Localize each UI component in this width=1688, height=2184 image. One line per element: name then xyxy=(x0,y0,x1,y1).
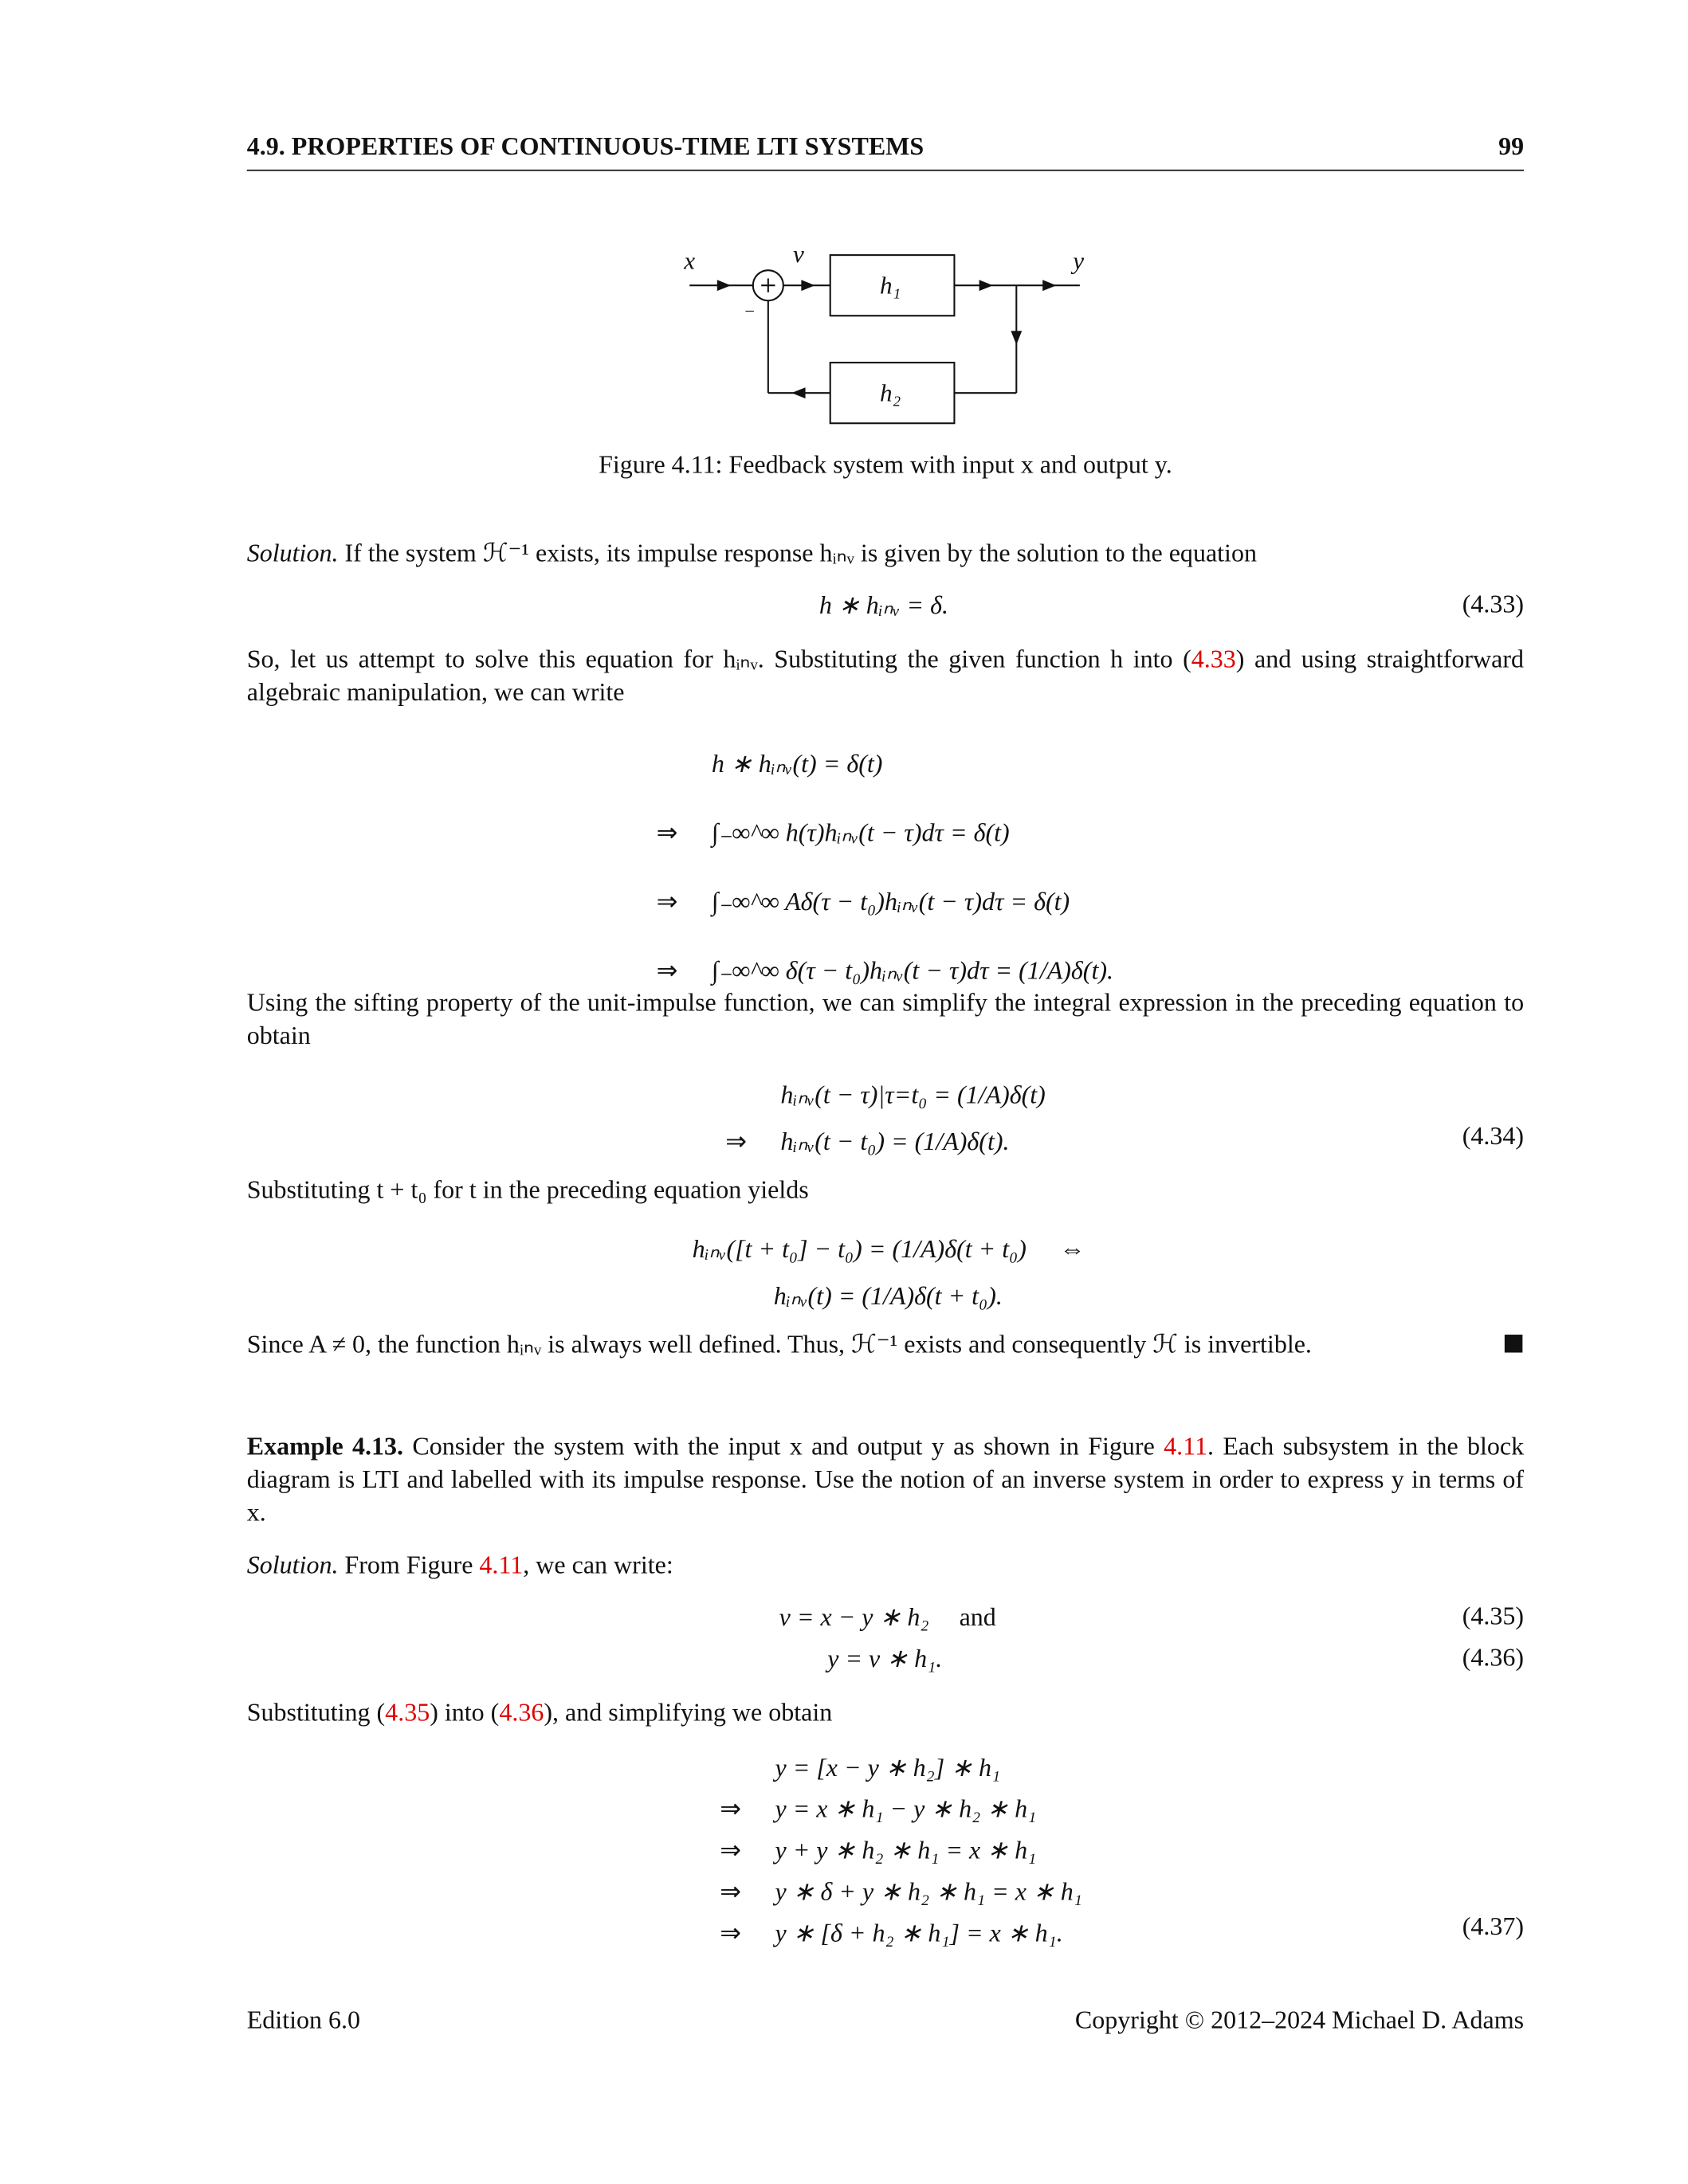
eq-link[interactable]: 4.35 xyxy=(385,1700,430,1728)
paragraph-2 xyxy=(247,644,1524,710)
derivation-line: y ∗ δ + y ∗ h₂ ∗ h₁ = x ∗ h₁ xyxy=(775,1879,1082,1908)
implies: ⇒ xyxy=(720,1879,742,1908)
derivation-line: hᵢₙᵥ(t − t₀) = (1/A)δ(t). xyxy=(780,1129,1010,1157)
text: , we can write: xyxy=(523,1552,673,1581)
derivation-line: h ∗ hᵢₙᵥ(t) = δ(t) xyxy=(711,751,883,779)
derivation-3 xyxy=(693,1227,1085,1321)
implies: ⇒ xyxy=(720,1920,742,1949)
implies: ⇒ xyxy=(720,1796,742,1825)
section-title: 4.9. PROPERTIES OF CONTINUOUS-TIME LTI SYSTEMS xyxy=(246,133,924,162)
equation-4-33: h ∗ hᵢₙᵥ = δ. xyxy=(818,593,948,621)
figure-caption: Figure 4.11: Feedback system with input x and output y. xyxy=(599,452,1172,480)
text: Substituting ( xyxy=(246,1700,386,1728)
implies: ⇒ xyxy=(656,958,678,986)
figure-link[interactable]: 4.11 xyxy=(479,1552,524,1581)
paragraph-6 xyxy=(247,1697,1524,1731)
derivation-line: ∫₋∞^∞ δ(τ − t₀)hᵢₙᵥ(t − τ)dτ = (1/A)δ(t). xyxy=(711,958,1114,986)
eq-link[interactable]: 4.33 xyxy=(1191,646,1236,675)
implies: ⇒ xyxy=(720,1837,742,1866)
text: So, let us attempt to solve this equation for hᵢₙᵥ. Substituting the given function h into ( xyxy=(246,646,1191,675)
label-h1: h₁ xyxy=(879,271,901,300)
label-h2: h₂ xyxy=(879,378,901,407)
equation: v = x − y ∗ h₂ xyxy=(779,1605,929,1633)
solution-paragraph-2 xyxy=(247,1550,1524,1583)
text: ), and simplifying we obtain xyxy=(544,1700,833,1728)
label-v: v xyxy=(792,239,804,268)
figure-link[interactable]: 4.11 xyxy=(1164,1433,1207,1462)
label-minus: − xyxy=(744,300,756,321)
solution-label: Solution. xyxy=(246,540,339,568)
equation-number: (4.37) xyxy=(1462,1913,1525,1942)
feedback-block-diagram xyxy=(676,237,1103,437)
equation-number: (4.35) xyxy=(1462,1603,1525,1632)
footer-edition: Edition 6.0 xyxy=(246,2007,361,2036)
footer-copyright: Copyright © 2012–2024 Michael D. Adams xyxy=(1074,2007,1525,2036)
derivation-line: y = x ∗ h₁ − y ∗ h₂ ∗ h₁ xyxy=(775,1796,1037,1825)
derivation-line: hᵢₙᵥ([t + t₀] − t₀) = (1/A)δ(t + t₀) xyxy=(692,1237,1027,1265)
derivation-line: y = [x − y ∗ h₂] ∗ h₁ xyxy=(775,1755,1001,1783)
implies: ⇒ xyxy=(656,889,678,917)
text: Consider the system with the input x and output y as shown in Figure xyxy=(403,1433,1164,1462)
implies: ⇒ xyxy=(725,1129,748,1157)
equation-number: (4.33) xyxy=(1462,591,1525,619)
derivation-line: ∫₋∞^∞ Aδ(τ − t₀)hᵢₙᵥ(t − τ)dτ = δ(t) xyxy=(711,889,1070,917)
eq-link[interactable]: 4.36 xyxy=(499,1700,544,1728)
paragraph-5: Since A ≠ 0, the function hᵢₙᵥ is always well defined. Thus, ℋ⁻¹ exists and consequently ℋ is invertible. xyxy=(246,1331,1312,1360)
derivation-line: hᵢₙᵥ(t) = (1/A)δ(t + t₀). xyxy=(773,1284,1003,1312)
paragraph-4: Substituting t + t₀ for t in the preceding equation yields xyxy=(246,1177,809,1206)
implies: ⇒ xyxy=(656,820,678,849)
example-paragraph xyxy=(247,1431,1524,1531)
derivation-line: y + y ∗ h₂ ∗ h₁ = x ∗ h₁ xyxy=(775,1837,1037,1866)
qed-square-icon xyxy=(1505,1335,1522,1352)
text: ) and using straightforward algebraic manipulation, we can write xyxy=(246,646,1525,708)
equation-4-36: y = v ∗ h₁. xyxy=(827,1646,943,1674)
text: If the system ℋ⁻¹ exists, its impulse response hᵢₙᵥ is given by the solution to the equation xyxy=(338,540,1257,568)
solution-label: Solution. xyxy=(246,1552,339,1581)
derivation-line: hᵢₙᵥ(t − τ)|τ=t₀ = (1/A)δ(t) xyxy=(780,1082,1046,1110)
label-x: x xyxy=(684,246,696,275)
derivation-2 xyxy=(725,1072,1046,1166)
equation-4-35 xyxy=(779,1603,996,1633)
paragraph-3: Using the sifting property of the unit-impulse function, we can simplify the integral expression in the preceding equation to obtain xyxy=(246,990,1525,1051)
text: . Each subsystem in the block diagram is LTI and labelled with its impulse response. Use the notion of an inverse system in order to express y in terms of x. xyxy=(246,1433,1525,1528)
derivation-4 xyxy=(720,1748,1082,1955)
label-y: y xyxy=(1073,246,1085,275)
equation-number: (4.34) xyxy=(1462,1123,1525,1151)
text: From Figure xyxy=(338,1552,480,1581)
equation-number: (4.36) xyxy=(1462,1645,1525,1672)
derivation-line: ∫₋∞^∞ h(τ)hᵢₙᵥ(t − τ)dτ = δ(t) xyxy=(711,820,1010,849)
iff-symbol: ⇔ xyxy=(1059,1237,1085,1265)
derivation-line: y ∗ [δ + h₂ ∗ h₁] = x ∗ h₁. xyxy=(775,1920,1063,1949)
page-number: 99 xyxy=(1498,133,1525,162)
example-label: Example 4.13. xyxy=(246,1433,404,1462)
solution-paragraph-1 xyxy=(247,538,1524,571)
and-word: and xyxy=(959,1605,996,1633)
running-header xyxy=(247,134,1524,171)
text: ) into ( xyxy=(430,1700,500,1728)
derivation-1 xyxy=(657,731,1113,1006)
